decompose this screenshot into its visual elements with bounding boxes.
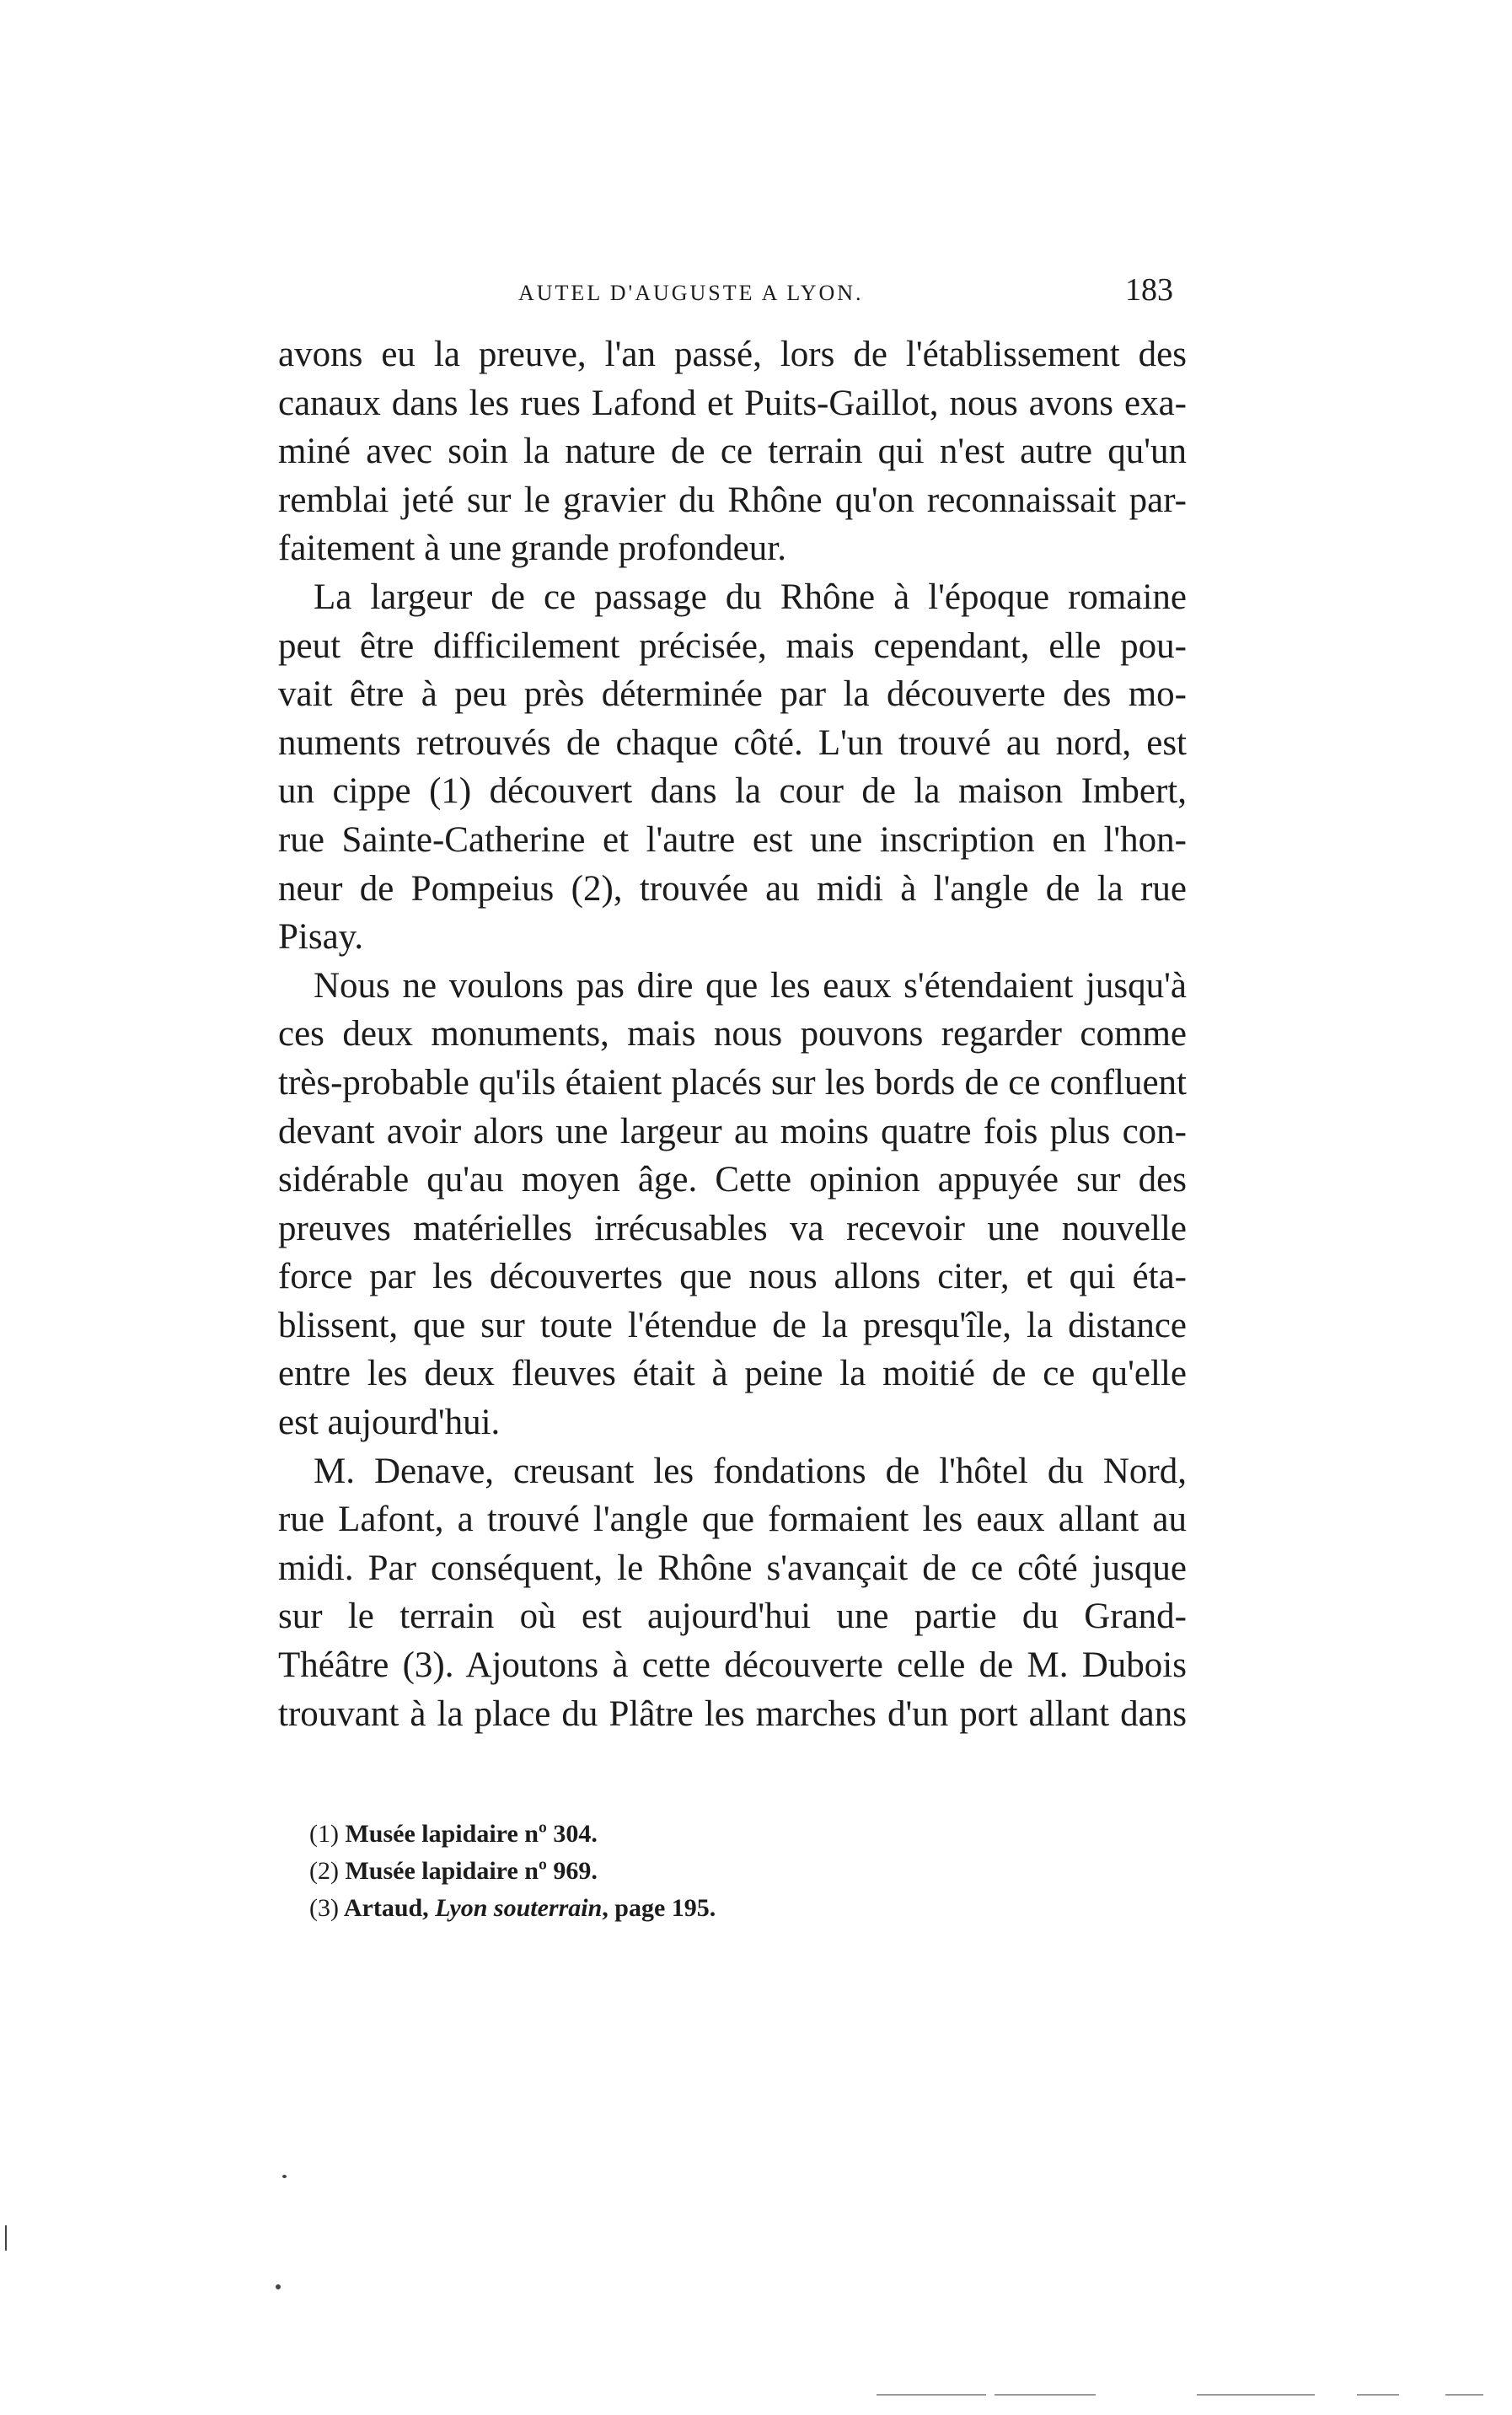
- footnotes: [309, 1816, 716, 1927]
- text-line: est aujourd'hui.: [278, 1403, 501, 1443]
- text-line: Théâtre (3). Ajoutons à cette découverte celle de M. Dubois: [278, 1645, 1187, 1686]
- text-line: preuves matérielles irrécusables va recevoir une nouvelle: [278, 1208, 1187, 1248]
- page-number: 183: [1125, 272, 1173, 308]
- text-line: très-probable qu'ils étaient placés sur les bords de ce confluent: [278, 1062, 1187, 1103]
- text-line: rue Sainte-Catherine et l'autre est une inscription en l'hon-: [278, 819, 1187, 860]
- footnote-text: Musée lapidaire nº 304.: [345, 1820, 598, 1848]
- footnote: [309, 1816, 716, 1853]
- text-line: faitement à une grande profondeur.: [278, 529, 786, 569]
- text-line: numents retrouvés de chaque côté. L'un trouvé au nord, est: [278, 722, 1187, 763]
- text-line: entre les deux fleuves était à peine la moitié de ce qu'elle: [278, 1354, 1187, 1394]
- text-line: M. Denave, creusant les fondations de l'hôtel du Nord,: [314, 1451, 1187, 1491]
- footnote-book-title: Lyon souterrain: [435, 1894, 603, 1922]
- text-line: sur le terrain où est aujourd'hui une partie du Grand-: [278, 1597, 1187, 1637]
- footnote: [309, 1853, 716, 1890]
- scan-edge-mark: [1445, 2394, 1483, 2396]
- ink-speck: [276, 2284, 281, 2289]
- text-line: blissent, que sur toute l'étendue de la presqu'île, la distance: [278, 1305, 1187, 1345]
- scan-edge-mark: [1357, 2394, 1399, 2396]
- text-line: La largeur de ce passage du Rhône à l'époque romaine: [314, 577, 1187, 617]
- text-line: ces deux monuments, mais nous pouvons regarder comme: [278, 1014, 1187, 1055]
- scan-edge-mark: [1197, 2394, 1315, 2396]
- footnote: [309, 1890, 716, 1927]
- ink-speck: [282, 2175, 287, 2178]
- text-line: trouvant à la place du Plâtre les marches d'un port allant dans: [278, 1693, 1187, 1734]
- text-line: un cippe (1) découvert dans la cour de la maison Imbert,: [278, 771, 1187, 812]
- body-text: [278, 330, 1187, 1738]
- text-line: Pisay.: [278, 917, 364, 958]
- footnote-number: (3): [309, 1894, 339, 1922]
- footnote-number: (2): [309, 1857, 339, 1885]
- text-line: devant avoir alors une largeur au moins quatre fois plus con-: [278, 1111, 1187, 1151]
- text-line: avons eu la preuve, l'an passé, lors de l'établissement des: [278, 335, 1187, 374]
- text-line: neur de Pompeius (2), trouvée au midi à l'angle de la rue: [278, 868, 1187, 909]
- running-title: AUTEL D'AUGUSTE A LYON.: [518, 281, 864, 305]
- text-line: rue Lafont, a trouvé l'angle que formaient les eaux allant au: [278, 1500, 1187, 1540]
- scan-edge-mark: [877, 2394, 986, 2396]
- footnote-number: (1): [309, 1820, 339, 1848]
- text-line: Nous ne voulons pas dire que les eaux s'étendaient jusqu'à: [314, 965, 1187, 1006]
- text-line: vait être à peu près déterminée par la découverte des mo-: [278, 674, 1187, 715]
- ink-speck: [5, 2225, 7, 2251]
- text-line: remblai jeté sur le gravier du Rhône qu'on reconnaissait par-: [278, 480, 1187, 520]
- text-line: canaux dans les rues Lafond et Puits-Gaillot, nous avons exa-: [278, 383, 1187, 423]
- footnote-text: , page 195.: [602, 1894, 716, 1922]
- text-line: midi. Par conséquent, le Rhône s'avançait de ce côté jusque: [278, 1548, 1187, 1588]
- text-line: force par les découvertes que nous allons citer, et qui éta-: [278, 1257, 1187, 1297]
- footnote-text: Artaud,: [343, 1894, 429, 1922]
- text-line: sidérable qu'au moyen âge. Cette opinion appuyée sur des: [278, 1160, 1187, 1200]
- text-line: miné avec soin la nature de ce terrain qui n'est autre qu'un: [278, 432, 1187, 472]
- text-line: peut être difficilement précisée, mais cependant, elle pou-: [278, 625, 1187, 666]
- footnote-text: Musée lapidaire nº 969.: [345, 1857, 598, 1885]
- scan-edge-mark: [995, 2394, 1096, 2396]
